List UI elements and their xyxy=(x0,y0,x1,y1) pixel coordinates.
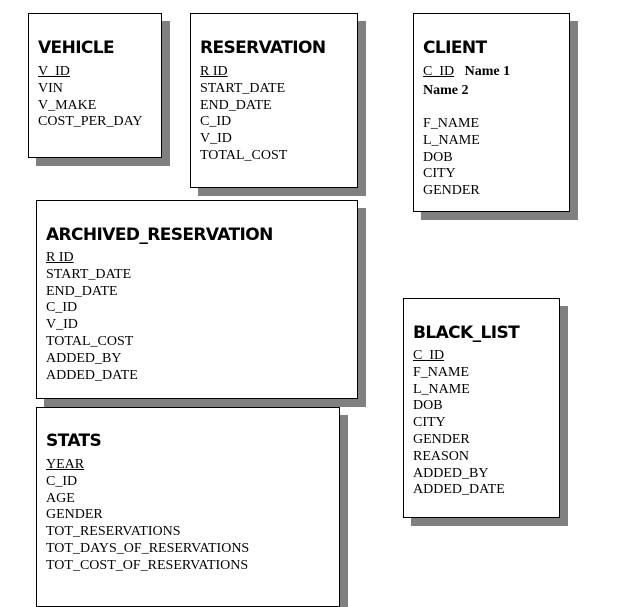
reservation-field-r-id: R ID xyxy=(200,64,228,79)
black-list-field-c-id: C_ID xyxy=(413,348,445,363)
archived-reservation-field-v-id: V_ID xyxy=(46,317,78,333)
black-list-field-reason: REASON xyxy=(413,448,470,464)
client-fields xyxy=(423,64,510,200)
archived-reservation-field-r-id: R ID xyxy=(46,250,74,265)
stats-fields xyxy=(46,457,249,575)
client-entity-box xyxy=(413,13,570,212)
black-list-field-added-by: ADDED_BY xyxy=(413,465,489,481)
client-field-dob: DOB xyxy=(423,149,453,165)
stats-field-year: YEAR xyxy=(46,457,85,472)
vehicle-entity-box xyxy=(28,13,162,158)
archived-reservation-fields xyxy=(46,250,138,384)
stats-field-tot-days-of-reservations: TOT_DAYS_OF_RESERVATIONS xyxy=(46,540,250,556)
reservation-field-c-id: C_ID xyxy=(200,114,232,130)
archived-reservation-field-c-id: C_ID xyxy=(46,300,78,316)
client-pk-line xyxy=(423,64,510,81)
reservation-field-total-cost: TOTAL_COST xyxy=(200,147,288,163)
black-list-fields xyxy=(413,348,505,499)
archived-reservation-field-added-date: ADDED_DATE xyxy=(46,367,138,383)
client-field-gender: GENDER xyxy=(423,183,480,199)
black-list-field-l-name: L_NAME xyxy=(413,381,470,397)
stats-title: STATS xyxy=(46,431,102,451)
black-list-field-gender: GENDER xyxy=(413,431,470,447)
client-field-l-name: L_NAME xyxy=(423,132,480,148)
archived-reservation-entity-box xyxy=(36,200,358,399)
stats-field-gender: GENDER xyxy=(46,507,103,523)
reservation-fields xyxy=(200,64,287,165)
reservation-entity-box xyxy=(190,13,358,188)
stats-entity-box xyxy=(36,407,340,607)
vehicle-fields xyxy=(38,64,143,131)
vehicle-field-v-id: V_ID xyxy=(38,64,70,79)
reservation-field-end-date: END_DATE xyxy=(200,97,272,113)
black-list-field-added-date: ADDED_DATE xyxy=(413,482,505,498)
archived-reservation-field-added-by: ADDED_BY xyxy=(46,350,122,366)
client-name1: Name 1 xyxy=(464,64,511,79)
vehicle-title: VEHICLE xyxy=(38,38,115,58)
black-list-field-city: CITY xyxy=(413,415,446,431)
reservation-field-start-date: START_DATE xyxy=(200,80,286,96)
stats-field-age: AGE xyxy=(46,490,75,506)
vehicle-field-v-make: V_MAKE xyxy=(38,97,97,113)
archived-reservation-field-total-cost: TOTAL_COST xyxy=(46,333,134,349)
client-title: CLIENT xyxy=(423,38,487,58)
client-field-f-name: F_NAME xyxy=(423,116,480,132)
black-list-entity-box xyxy=(403,298,560,518)
reservation-field-v-id: V_ID xyxy=(200,131,232,147)
reservation-title: RESERVATION xyxy=(200,38,326,58)
black-list-field-f-name: F_NAME xyxy=(413,364,470,380)
black-list-field-dob: DOB xyxy=(413,398,443,414)
client-field-city: CITY xyxy=(423,166,456,182)
vehicle-field-cost-per-day: COST_PER_DAY xyxy=(38,114,143,130)
stats-field-c-id: C_ID xyxy=(46,473,78,489)
client-name2: Name 2 xyxy=(423,82,469,98)
stats-field-tot-reservations: TOT_RESERVATIONS xyxy=(46,524,181,540)
archived-reservation-field-end-date: END_DATE xyxy=(46,283,118,299)
client-blank-line xyxy=(423,99,510,116)
vehicle-field-vin: VIN xyxy=(38,80,63,96)
stats-field-tot-cost-of-reservations: TOT_COST_OF_RESERVATIONS xyxy=(46,557,249,573)
client-field-c-id: C_ID xyxy=(423,64,455,79)
archived-reservation-title: ARCHIVED_RESERVATION xyxy=(46,225,273,245)
archived-reservation-field-start-date: START_DATE xyxy=(46,266,132,282)
black-list-title: BLACK_LIST xyxy=(413,323,520,343)
